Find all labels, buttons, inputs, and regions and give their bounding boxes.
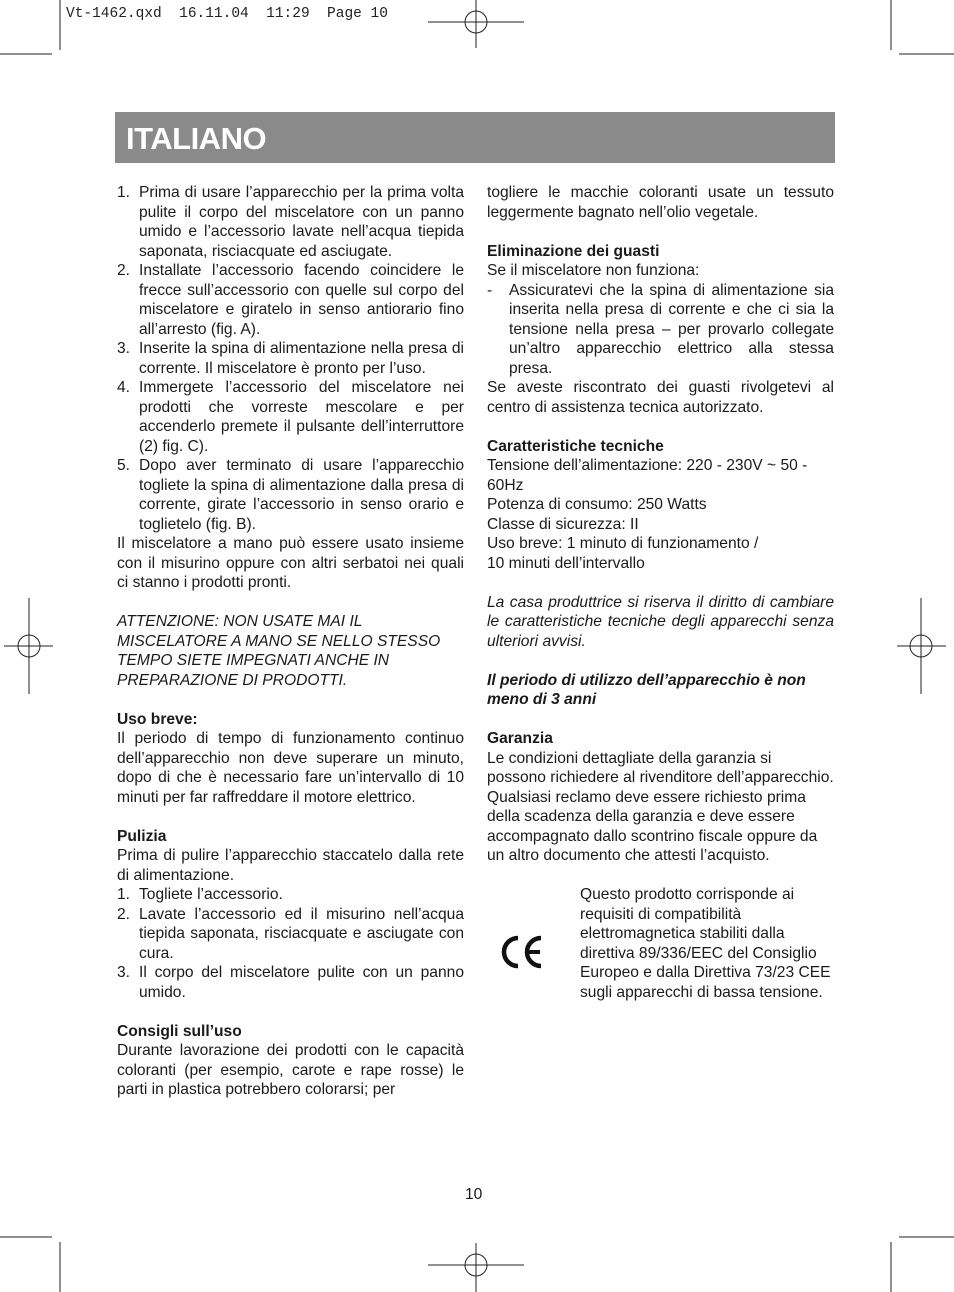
list-item: 2. Installate l’accessorio facendo coincidere le frecce sull’accessorio con quelle sul corpo del miscelatore e giratelo in senso antiorario fino all’arresto (fig. A). (117, 262, 464, 338)
guasti-list (487, 281, 834, 379)
language-title: ITALIANO (126, 121, 267, 156)
list-item: - Assicuratevi che la spina di alimentazione sia inserita nella presa di corrente e che ci sia la tensione nella presa – per provarlo collegate un’altro apparecchio elettrico alla stessa presa. (487, 281, 834, 377)
spec-line: Tensione dell’alimentazione: 220 - 230V ~ 50 - 60Hz (487, 457, 808, 494)
consigli-text: Durante lavorazione dei prodotti con le capacità coloranti (per esempio, carote e rape rosse) le parti in plastica potrebbero colorarsi; per (117, 1042, 464, 1098)
right-column (487, 183, 834, 1022)
uso-breve-text: Il periodo di tempo di funzionamento continuo dell’apparecchio non deve superare un minuto, dopo di che è necessario fare un’intervallo di 10 minuti per far raffreddare il motore elettrico. (117, 730, 464, 806)
pulizia-intro: Prima di pulire l’apparecchio staccatelo dalla rete di alimentazione. (117, 847, 464, 884)
spec-line: Potenza di consumo: 250 Watts (487, 496, 707, 513)
periodo-text: Il periodo di utilizzo dell’apparecchio è non meno di 3 anni (487, 671, 806, 708)
ce-text: Questo prodotto corrisponde ai requisiti di compatibilità elettromagnetica stabiliti dalla direttiva 89/336/EEC del Consiglio Europeo e dalla Direttiva 73/23 CEE sugli apparecchi di bassa tensione. (580, 886, 831, 1001)
spec-line: 10 minuti dell’intervallo (487, 554, 645, 572)
garanzia-heading: Garanzia (487, 730, 553, 747)
guasti-outro: Se aveste riscontrato dei guasti rivolgetevi al centro di assistenza tecnica autorizzato. (487, 379, 834, 416)
usage-note: Il miscelatore a mano può essere usato insieme con il misurino oppure con altri serbatoi nei quali ci stanno i prodotti pronti. (117, 535, 464, 591)
uso-breve-heading: Uso breve: (117, 710, 198, 728)
list-item: 1. Prima di usare l’apparecchio per la prima volta pulite il corpo del miscelatore con un panno umido e l’accessorio lavate nell’acqua tiepida saponata, risciacquate ed asciugate. (117, 184, 464, 260)
ce-conformity (487, 885, 834, 1022)
tecniche-heading: Caratteristiche tecniche (487, 437, 664, 455)
list-item: 5. Dopo aver terminato di usare l’apparecchio togliete la spina di alimentazione dalla presa di corrente, girate l’accessorio in senso orario e toglietelo (fig. B). (117, 457, 464, 533)
pulizia-heading: Pulizia (117, 827, 167, 845)
spec-line: Classe di sicurezza: II (487, 515, 639, 533)
consigli-continued: togliere le macchie coloranti usate un tessuto leggermente bagnato nell’olio vegetale. (487, 184, 834, 221)
spec-line: Uso breve: 1 minuto di funzionamento / (487, 535, 759, 552)
language-banner (115, 112, 835, 163)
guasti-intro: Se il miscelatore non funziona: (487, 262, 700, 279)
left-column (117, 183, 464, 1100)
usage-steps (117, 183, 464, 534)
guasti-heading: Eliminazione dei guasti (487, 242, 660, 260)
list-item: 1. Togliete l’accessorio. (117, 886, 283, 903)
warning-text: ATTENZIONE: NON USATE MAI IL MISCELATORE A MANO SE NELLO STESSO TEMPO SIETE IMPEGNATI ANCHE IN PREPARAZIONE DI PRODOTTI. (117, 613, 441, 689)
list-item: 4. Immergete l’accessorio del miscelatore nei prodotti che vorreste mescolare e per accenderlo premete il pulsante dell’interruttore (2) fig. C). (117, 379, 464, 455)
consigli-heading: Consigli sull’uso (117, 1022, 242, 1040)
garanzia-text: Le condizioni dettagliate della garanzia si possono richiedere al rivenditore dell’apparecchio. Qualsiasi reclamo deve essere richiesto prima della scadenza della garanzia e deve essere accompagnato dallo scontrino fiscale oppure da un altro documento che attesti l’acquisto. (487, 749, 834, 864)
list-item: 2. Lavate l’accessorio ed il misurino nell’acqua tiepida saponata, risciacquate e asciugate con cura. (117, 905, 464, 962)
list-item: 3. Inserite la spina di alimentazione nella presa di corrente. Il miscelatore è pronto per l’uso. (117, 340, 464, 377)
riserva-text: La casa produttrice si riserva il diritto di cambiare le caratteristiche tecniche degli apparecchi senza ulteriori avvisi. (487, 593, 834, 650)
ce-mark-icon (499, 933, 545, 971)
file-slug: Vt-1462.qxd 16.11.04 11:29 Page 10 (66, 6, 388, 22)
page-number: 10 (465, 1186, 483, 1203)
cleaning-steps (117, 885, 464, 1002)
list-item: 3. Il corpo del miscelatore pulite con un panno umido. (117, 964, 464, 1001)
